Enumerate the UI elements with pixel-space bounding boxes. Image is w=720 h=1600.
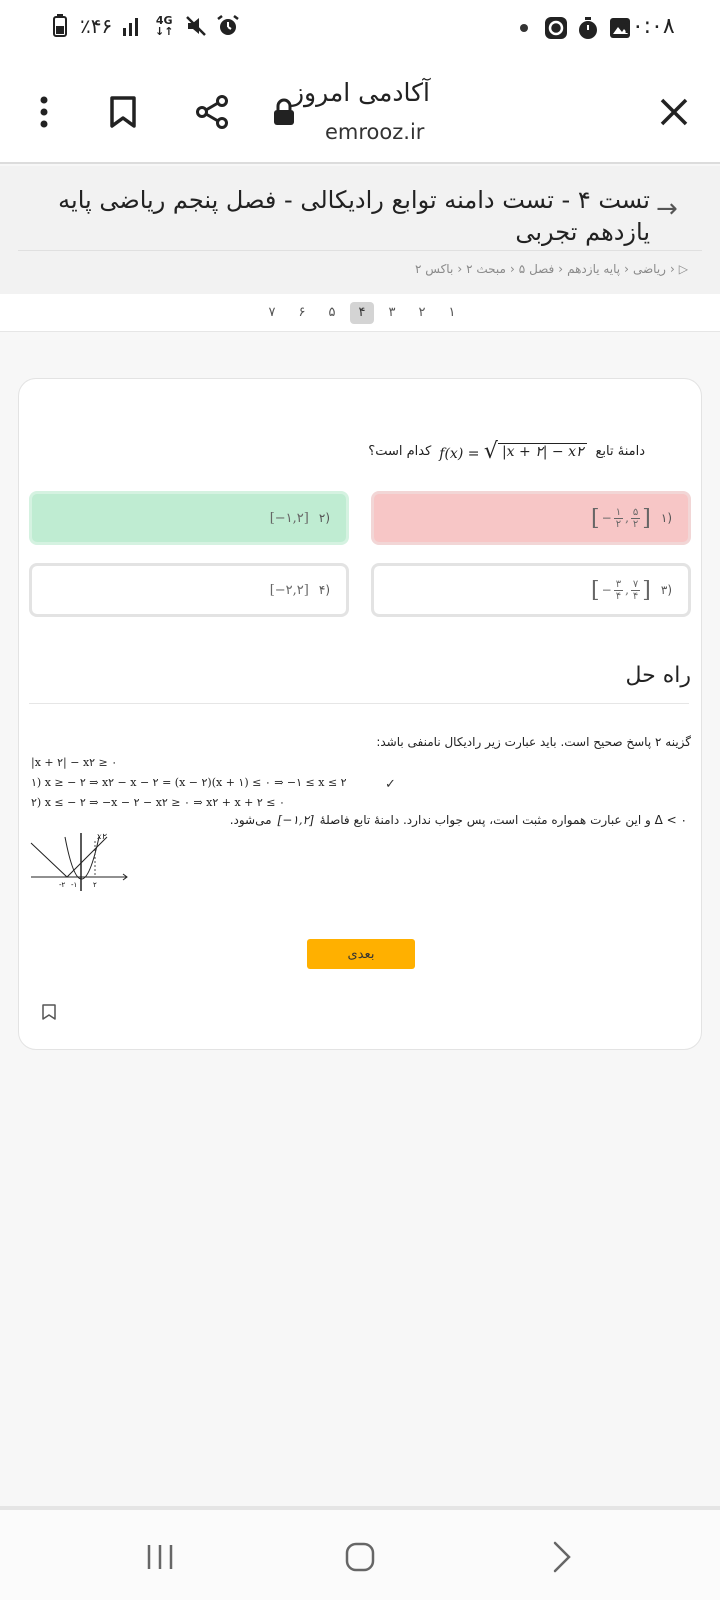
signal-icon — [120, 14, 144, 38]
browser-toolbar — [0, 58, 720, 164]
mute-icon — [184, 14, 208, 38]
home-button[interactable] — [332, 1534, 388, 1580]
page-number-4-active[interactable]: ۴ — [350, 302, 374, 324]
breadcrumb-separator: ‹ — [624, 262, 629, 276]
page-header — [0, 166, 720, 294]
formula-sqrt — [484, 439, 588, 464]
status-system-icons — [48, 14, 240, 38]
site-url[interactable]: emrooz.ir — [325, 120, 425, 144]
question-text — [368, 439, 645, 464]
solution-conclusion — [230, 813, 687, 827]
page-number-3[interactable]: ۳ — [388, 305, 396, 320]
question-suffix: کدام است؟ — [368, 444, 432, 459]
close-button[interactable] — [646, 84, 702, 140]
alarm-icon — [216, 14, 240, 38]
breadcrumb-item[interactable]: ریاضی — [632, 262, 666, 276]
page-number-2[interactable]: ۲ — [418, 305, 426, 320]
frac-denominator: ۲ — [632, 518, 639, 530]
frac-denominator: ۴ — [615, 590, 622, 602]
status-time: ۱۰:۰۸ — [620, 14, 675, 39]
breadcrumb-separator: ‹ — [509, 262, 515, 276]
frac-denominator: ۴ — [632, 590, 639, 602]
fraction — [614, 579, 623, 602]
fraction — [631, 507, 640, 530]
security-lock-button[interactable] — [256, 84, 312, 140]
question-formula — [439, 439, 587, 464]
app-icon — [544, 16, 568, 40]
formula-radicand: |x + ۲| − x۲ — [498, 443, 588, 460]
solution-graph — [29, 831, 129, 897]
conclusion-end: می‌شود. — [229, 813, 272, 827]
system-nav-bar — [0, 1506, 720, 1600]
conclusion-interval: [−۱,۲] — [277, 813, 314, 827]
page-title: تست ۴ - تست دامنه توابع رادیکالی - فصل پنجم ریاضی پایه یازدهم تجربی — [58, 186, 650, 246]
back-icon — [551, 1540, 573, 1574]
option-number: (۱ — [660, 511, 672, 525]
breadcrumb-item[interactable]: باکس ۲ — [415, 262, 454, 276]
minus-sign: − — [601, 583, 612, 597]
option-number: (۴ — [318, 583, 330, 597]
check-mark: ✓ — [385, 777, 396, 792]
option-3[interactable] — [371, 563, 691, 617]
page-number-1[interactable]: ۱ — [448, 305, 456, 320]
share-icon — [194, 94, 230, 130]
question-card — [18, 378, 702, 1050]
pager-list — [260, 302, 464, 324]
recent-apps-button[interactable] — [132, 1534, 188, 1580]
bookmark-icon — [109, 95, 137, 129]
option-1[interactable] — [371, 491, 691, 545]
option-number: (۳ — [660, 583, 672, 597]
graph-tick-label: -۲ — [59, 881, 66, 889]
close-icon — [659, 97, 689, 127]
breadcrumb-play-icon: ▷ — [678, 262, 688, 276]
back-arrow-icon[interactable]: → — [656, 194, 678, 224]
sqrt-sign: √ — [483, 439, 498, 464]
fraction — [614, 507, 623, 530]
more-options-button[interactable] — [16, 84, 72, 140]
graph-tick-label: ۲ — [93, 881, 97, 889]
breadcrumb-item[interactable]: فصل ۵ — [518, 262, 555, 276]
header-divider — [18, 250, 702, 251]
solution-intro: گزینه ۲ پاسخ صحیح است. باید عبارت زیر رادیکال نامنفی باشد: — [376, 735, 691, 749]
fraction — [631, 579, 640, 602]
page-number-6[interactable]: ۶ — [298, 305, 306, 320]
option-value: [ − $\frac{۱}{۲}$ , $\frac{۵}{۲}$ ] — [591, 505, 651, 531]
page-number-7[interactable]: ۷ — [268, 305, 276, 320]
breadcrumb-item[interactable]: مبحث ۲ — [466, 262, 506, 276]
comma: , — [625, 583, 629, 597]
breadcrumb-item[interactable]: پایه یازدهم — [567, 262, 621, 276]
question-pager — [0, 294, 720, 332]
breadcrumb-separator: ‹ — [457, 262, 463, 276]
more-vert-icon — [38, 94, 50, 130]
option-value: [−۱,۲] — [269, 510, 309, 526]
derivation-line: ۲) x ≤ − ۲ ⇒ −x − ۲ − x۲ ≥ ۰ ⇒ x۲ + x + ۲ ≤ ۰ — [31, 796, 285, 809]
status-notification-icons — [512, 16, 632, 40]
home-icon — [344, 1541, 376, 1573]
frac-numerator: ۱ — [615, 506, 622, 518]
option-4[interactable] — [29, 563, 349, 617]
status-bar — [0, 0, 720, 58]
derivation-line: |x + ۲| − x۲ ≥ ۰ — [31, 756, 118, 769]
breadcrumb-separator: ‹ — [669, 262, 675, 276]
battery-text: ٪۴۶ — [80, 14, 113, 38]
option-number: (۲ — [318, 511, 330, 525]
network-arrows: ↓↑ — [155, 25, 174, 38]
option-value: [ − $\frac{۳}{۴}$ , $\frac{۷}{۴}$ ] — [591, 577, 651, 603]
conclusion-text: ۰ > Δ و این عبارت همواره مثبت است، پس جواب ندارد. دامنهٔ تابع فاصلهٔ — [319, 813, 687, 827]
solution-title: راه حل — [625, 663, 691, 688]
share-button[interactable] — [184, 84, 240, 140]
frac-numerator: ۳ — [615, 578, 622, 590]
option-value: [−۲,۲] — [269, 582, 309, 598]
next-button[interactable]: بعدی — [307, 939, 415, 969]
dot-icon — [512, 16, 536, 40]
bookmark-outline-icon — [41, 1003, 57, 1021]
site-title: آکادمی امروز — [291, 78, 430, 107]
page-number-5[interactable]: ۵ — [328, 305, 336, 320]
timer-icon — [576, 16, 600, 40]
battery-icon — [48, 14, 72, 38]
question-prefix: دامنهٔ تابع — [595, 444, 645, 459]
graph-tick-label: -۱ — [71, 881, 78, 889]
breadcrumb-separator: ‹ — [558, 262, 564, 276]
frac-numerator: ۵ — [632, 506, 639, 518]
back-button[interactable] — [534, 1534, 590, 1580]
recent-apps-icon — [145, 1542, 175, 1572]
lock-icon — [272, 98, 296, 126]
comma: , — [625, 511, 629, 525]
minus-sign: − — [601, 511, 612, 525]
bookmark-button[interactable] — [95, 84, 151, 140]
network-label: 4G — [155, 14, 173, 27]
formula-lhs: f(x) = — [439, 446, 480, 462]
frac-denominator: ۲ — [615, 518, 622, 530]
graph-parabola — [65, 837, 99, 879]
breadcrumb — [415, 262, 688, 276]
solution-derivation — [31, 753, 347, 813]
network-icon — [152, 14, 176, 38]
derivation-line: ۱) x ≥ − ۲ ⇒ x۲ − x − ۲ = (x − ۲)(x + ۱) ≤ ۰ ⇒ −۱ ≤ x ≤ ۲ — [31, 776, 347, 789]
frac-numerator: ۷ — [632, 578, 639, 590]
solution-divider — [29, 703, 689, 704]
graph-curve-label: x۲ — [97, 832, 106, 841]
option-2-correct[interactable] — [29, 491, 349, 545]
save-question-button[interactable] — [41, 1003, 57, 1025]
